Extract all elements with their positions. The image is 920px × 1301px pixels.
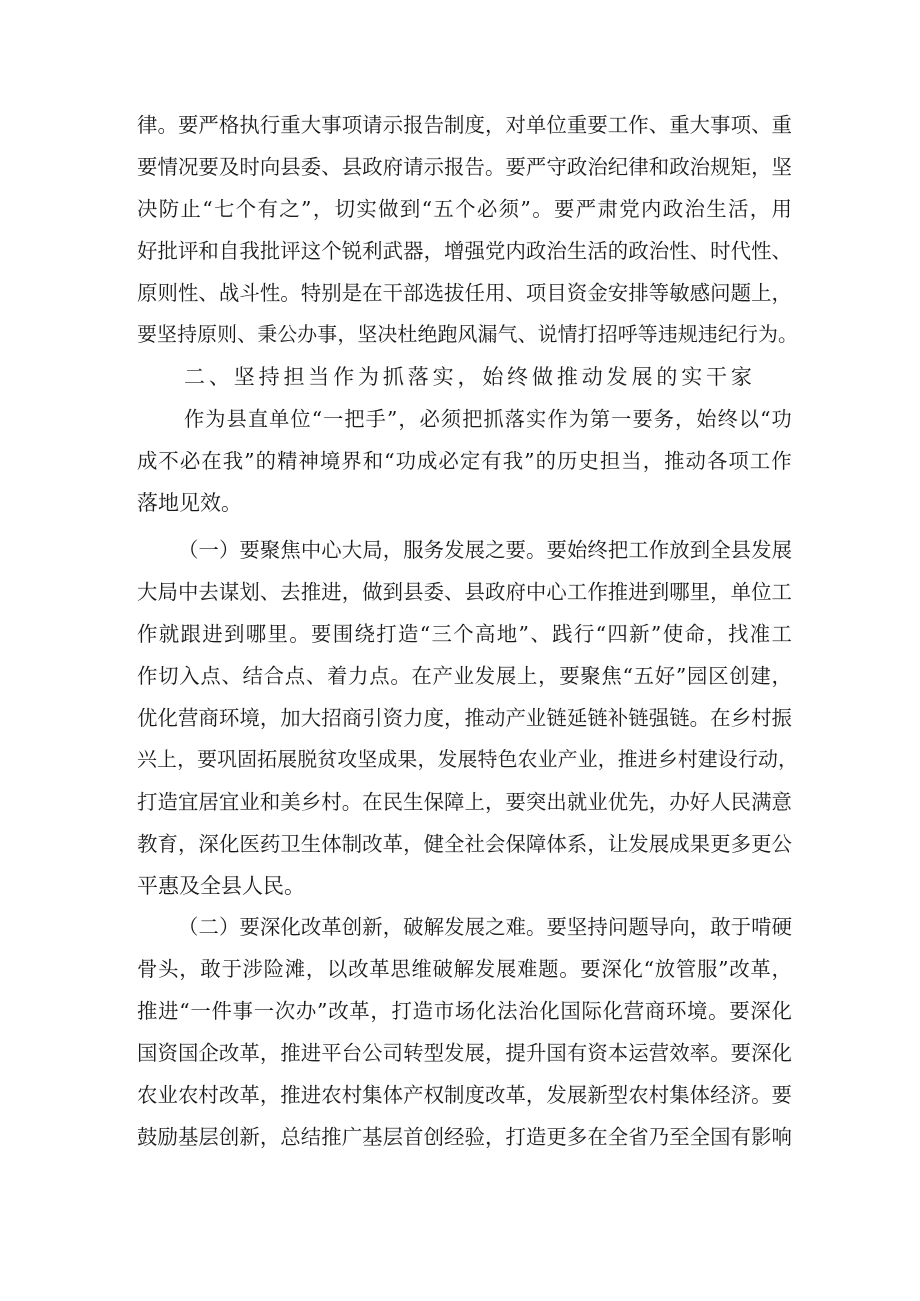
text-line: 作 就 跟 进 到 哪 里 。 要 围 绕 打 造 “ 三 个 高 地 ” 、 践 行 “ 四 新 ” 使 命 ， 找 准 工 bbox=[137, 622, 792, 646]
text-line: 大 局 中 去 谋 划 、 去 推 进 ， 做 到 县 委 、 县 政 府 中 心 工 作 推 进 到 哪 里 ， 单 位 工 bbox=[137, 580, 792, 604]
text-line: 律 。 要 严 格 执 行 重 大 事 项 请 示 报 告 制 度 ， 对 单 位 重 要 工 作 、 重 大 事 项 、 重 bbox=[137, 113, 792, 137]
text-line: （ 一 ） 要 聚 焦 中 心 大 局 ， 服 务 发 展 之 要 。 要 始 终 把 工 作 放 到 全 县 发 展 bbox=[178, 538, 792, 562]
text-line: 原 则 性 、 战 斗 性 。 特 别 是 在 干 部 选 拔 任 用 、 项 目 资 金 安 排 等 敏 感 问 题 上 ， bbox=[137, 281, 792, 305]
text-line: 兴 上 ， 要 巩 固 拓 展 脱 贫 攻 坚 成 果 ， 发 展 特 色 农 业 产 业 ， 推 进 乡 村 建 设 行 动 ， bbox=[137, 748, 798, 771]
text-line: 好 批 评 和 自 我 批 评 这 个 锐 利 武 器 ， 增 强 党 内 政 治 生 活 的 政 治 性 、 时 代 性 、 bbox=[137, 239, 792, 263]
text-line: （ 二 ） 要 深 化 改 革 创 新 ， 破 解 发 展 之 难 。 要 坚 持 问 题 导 向 ， 敢 于 啃 硬 bbox=[178, 915, 792, 939]
text-line: 打 造 宜 居 宜 业 和 美 乡 村 。 在 民 生 保 障 上 ， 要 突 出 就 业 优 先 ， 办 好 人 民 满 意 bbox=[137, 790, 792, 814]
text-line: 要 情 况 要 及 时 向 县 委 、 县 政 府 请 示 报 告 。 要 严 守 政 治 纪 律 和 政 治 规 矩 ， 坚 bbox=[137, 155, 792, 179]
text-line: 国 资 国 企 改 革 ， 推 进 平 台 公 司 转 型 发 展 ， 提 升 国 有 资 本 运 营 效 率 。 要 深 化 bbox=[137, 1041, 792, 1065]
text-line: 决 防 止 “ 七 个 有 之 ” ， 切 实 做 到 “ 五 个 必 须 ” 。 要 严 肃 党 内 政 治 生 活 ， 用 bbox=[137, 197, 792, 221]
text-line: 教 育 ， 深 化 医 药 卫 生 体 制 改 革 ， 健 全 社 会 保 障 体 系 ， 让 发 展 成 果 更 多 更 公 bbox=[137, 832, 792, 856]
text-line: 优 化 营 商 环 境 ， 加 大 招 商 引 资 力 度 ， 推 动 产 业 链 延 链 补 链 强 链 。 在 乡 村 振 bbox=[137, 706, 792, 730]
text-line: 作 切 入 点 、 结 合 点 、 着 力 点 。 在 产 业 发 展 上 ， 要 聚 焦 “ 五 好 ” 园 区 创 建 ， bbox=[137, 664, 792, 688]
text-line: 作 为 县 直 单 位 “ 一 把 手 ” ， 必 须 把 抓 落 实 作 为 第 一 要 务 ， 始 终 以 “ 功 bbox=[184, 407, 792, 431]
text-line: 推 进 “ 一 件 事 一 次 办 ” 改 革 ， 打 造 市 场 化 法 治 化 国 际 化 营 商 环 境 。 要 深 化 bbox=[137, 999, 792, 1023]
text-line: 落地见效。 bbox=[137, 491, 242, 515]
section-heading: 二 、 坚 持 担 当 作 为 抓 落 实 ， 始 终 做 推 动 发 展 的 实 干 家 bbox=[184, 365, 752, 389]
text-line: 农 业 农 村 改 革 ， 推 进 农 村 集 体 产 权 制 度 改 革 ， 发 展 新 型 农 村 集 体 经 济 。 要 bbox=[137, 1083, 792, 1107]
text-line: 要 坚 持 原 则 、 秉 公 办 事 ， 坚 决 杜 绝 跑 风 漏 气 、 说 情 打 招 呼 等 违 规 违 纪 行 为 。 bbox=[137, 323, 798, 346]
text-line: 骨 头 ， 敢 于 涉 险 滩 ， 以 改 革 思 维 破 解 发 展 难 题 。 要 深 化 “ 放 管 服 ” 改 革 ， bbox=[137, 957, 792, 981]
text-line: 鼓 励 基 层 创 新 ， 总 结 推 广 基 层 首 创 经 验 ， 打 造 更 多 在 全 省 乃 至 全 国 有 影 响 bbox=[137, 1125, 792, 1149]
text-line: 成 不 必 在 我 ” 的 精 神 境 界 和 “ 功 成 必 定 有 我 ” 的 历 史 担 当 ， 推 动 各 项 工 作 bbox=[137, 449, 792, 473]
text-line: 平惠及全县人民。 bbox=[137, 874, 305, 898]
